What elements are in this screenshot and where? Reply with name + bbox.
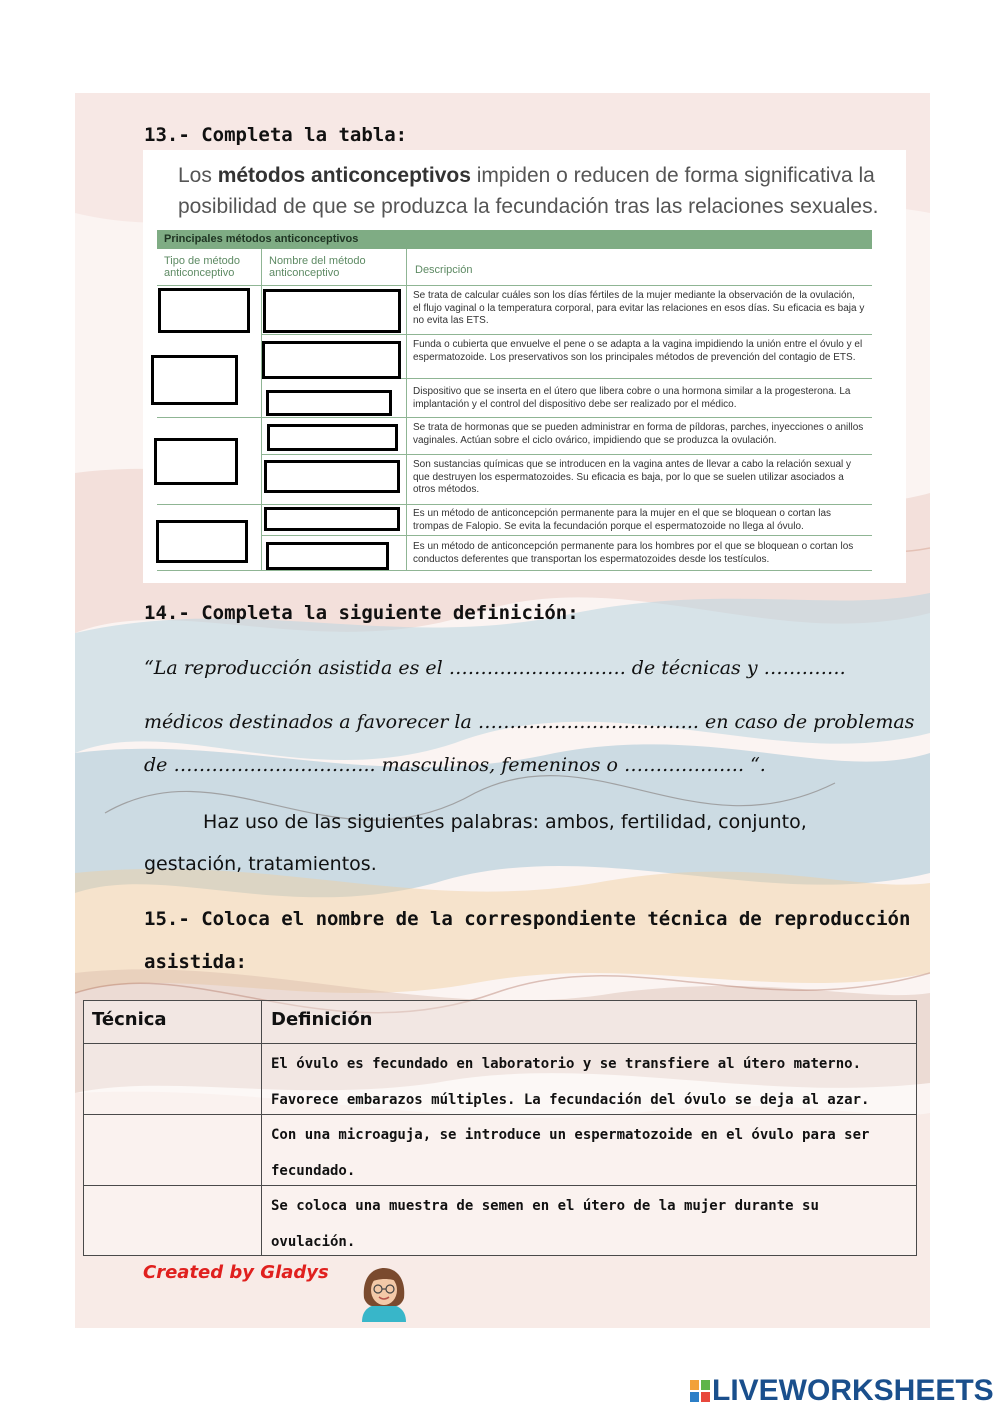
answer-box-nombre-4[interactable] bbox=[267, 424, 398, 451]
col-tipo: Tipo de método anticonceptivo bbox=[164, 255, 241, 279]
answer-box-tipo-1[interactable] bbox=[158, 288, 250, 333]
divider bbox=[157, 417, 872, 418]
divider bbox=[157, 285, 872, 286]
col-definicion: Definición bbox=[271, 1009, 373, 1030]
divider bbox=[261, 334, 872, 335]
intro-post: impiden o reducen de forma significativa la posibilidad de que se produzca la fecundación tras las relaciones sexuales. bbox=[178, 164, 879, 218]
technique-answer-2[interactable] bbox=[86, 1117, 258, 1183]
definition-row-1-line-1: El óvulo es fecundado en laboratorio y se transfiere al útero materno. bbox=[271, 1056, 862, 1072]
definition-row-3-line-1: Se coloca una muestra de semen en el útero de la mujer durante su bbox=[271, 1198, 819, 1214]
intro-pre: Los bbox=[178, 164, 218, 187]
definition-row-3 bbox=[271, 1188, 907, 1260]
definition-row-2-line-2: fecundado. bbox=[271, 1163, 356, 1179]
answer-box-tipo-4[interactable] bbox=[156, 520, 248, 563]
word-hint-line-2: gestación, tratamientos. bbox=[144, 853, 377, 875]
definition-row-1-line-2: Favorece embarazos múltiples. La fecundación del óvulo se deja al azar. bbox=[271, 1092, 870, 1108]
desc-row-1: Se trata de calcular cuáles son los días fértiles de la mujer mediante la observación de la ovulación, el flujo vaginal o la temperatura corporal, para evitar las relaciones en esos días. Su eficacia es baja y no evita las ETS. bbox=[413, 290, 865, 326]
answer-box-nombre-5[interactable] bbox=[264, 460, 400, 493]
col-nombre: Nombre del método anticonceptivo bbox=[269, 255, 366, 279]
desc-row-3: Dispositivo que se inserta en el útero que libera cobre o una hormona similar a la progesterona. La implantación y el control del dispositivo debe ser realizado por el médico. bbox=[413, 386, 851, 410]
table-title: Principales métodos anticonceptivos bbox=[157, 230, 872, 249]
col-descripcion: Descripción bbox=[415, 264, 473, 276]
divider bbox=[157, 570, 872, 571]
divider bbox=[83, 1000, 917, 1001]
divider bbox=[83, 1043, 917, 1044]
answer-box-tipo-3[interactable] bbox=[154, 438, 238, 485]
divider bbox=[261, 249, 262, 570]
q15-title-line-2: asistida: bbox=[144, 951, 247, 973]
divider bbox=[261, 535, 872, 536]
logo-icon bbox=[690, 1380, 710, 1402]
divider bbox=[916, 1000, 917, 1256]
definition-row-2 bbox=[271, 1117, 907, 1189]
q14-title: 14.- Completa la siguiente definición: bbox=[144, 602, 579, 624]
desc-row-7: Es un método de anticoncepción permanente para los hombres por el que se bloquean o cortan los conductos deferentes que transportan los espermatozoides desde los testículos. bbox=[413, 541, 854, 565]
q13-title: 13.- Completa la tabla: bbox=[144, 124, 408, 146]
logo-text: LIVEWORKSHEETS bbox=[712, 1374, 994, 1407]
divider bbox=[157, 504, 872, 505]
divider bbox=[261, 454, 872, 455]
divider bbox=[406, 249, 407, 570]
q15-title-line-1: 15.- Coloca el nombre de la correspondiente técnica de reproducción bbox=[144, 908, 911, 930]
definition-row-1 bbox=[271, 1046, 907, 1118]
answer-box-nombre-6[interactable] bbox=[264, 507, 400, 531]
definition-row-2-line-1: Con una microaguja, se introduce un espermatozoide en el óvulo para ser bbox=[271, 1127, 870, 1143]
answer-box-tipo-2[interactable] bbox=[151, 355, 238, 405]
liveworksheets-logo bbox=[690, 1374, 994, 1408]
answer-box-nombre-7[interactable] bbox=[266, 542, 389, 570]
desc-row-2: Funda o cubierta que envuelve el pene o se adapta a la vagina impidiendo la unión entre el óvulo y el espermatozoide. Los preservativos son los principales métodos de prevención del contagio de ETS. bbox=[413, 339, 863, 363]
technique-answer-1[interactable] bbox=[86, 1046, 258, 1112]
contraceptive-methods-figure bbox=[143, 150, 906, 583]
definition-line-3: de ………………………….. masculinos, femeninos o ………………. “. bbox=[144, 754, 766, 776]
divider bbox=[83, 1000, 84, 1256]
answer-box-nombre-2[interactable] bbox=[262, 341, 401, 379]
definition-line-2: médicos destinados a favorecer la …………………………….. en caso de problemas bbox=[144, 711, 915, 733]
word-hint-line-1: Haz uso de las siguientes palabras: ambos, fertilidad, conjunto, bbox=[203, 811, 807, 833]
definition-line-1: “La reproducción asistida es el ………………………. de técnicas y …………. bbox=[144, 657, 846, 679]
desc-row-4: Se trata de hormonas que se pueden administrar en forma de píldoras, parches, inyecciones o anillos vaginales. Actúan sobre el ciclo ovárico, impidiendo que se produzca la ovulación. bbox=[413, 422, 864, 446]
definition-row-3-line-2: ovulación. bbox=[271, 1234, 356, 1250]
divider bbox=[261, 1000, 262, 1256]
q13-intro bbox=[178, 160, 890, 222]
answer-box-nombre-1[interactable] bbox=[263, 289, 401, 333]
avatar-icon bbox=[356, 1264, 412, 1322]
desc-row-6: Es un método de anticoncepción permanente para la mujer en el que se bloquean o cortan las trompas de Falopio. Se evita la fecundación porque el espermatozoide no llega al óvulo. bbox=[413, 508, 832, 532]
intro-bold: métodos anticonceptivos bbox=[217, 164, 471, 187]
desc-row-5: Son sustancias químicas que se introducen en la vagina antes de llevar a cabo la relación sexual y que destruyen los espermatozoides. Su eficacia es baja, por lo que se suelen utilizar asociados a otros métodos. bbox=[413, 459, 852, 495]
technique-answer-3[interactable] bbox=[86, 1188, 258, 1254]
answer-box-nombre-3[interactable] bbox=[266, 390, 392, 416]
credit-text: Created by Gladys bbox=[143, 1262, 329, 1283]
col-tecnica: Técnica bbox=[92, 1009, 167, 1030]
